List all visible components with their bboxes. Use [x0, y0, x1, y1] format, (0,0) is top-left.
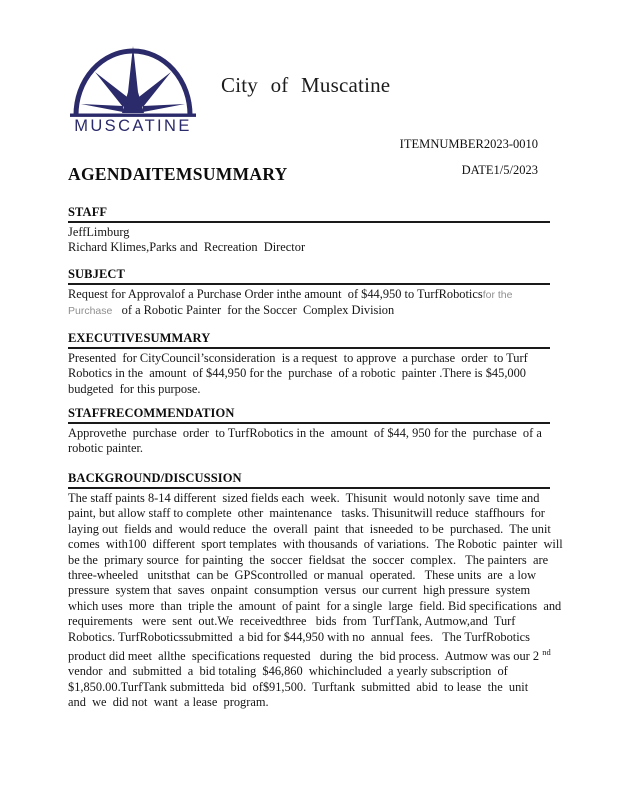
section-subject — [68, 267, 550, 320]
text-line: and we did not want a lease program. — [68, 695, 269, 710]
section-staff-recommendation — [68, 406, 550, 457]
section-executive-summary — [68, 331, 550, 397]
section-heading: SUBJECT — [68, 267, 550, 285]
logo-ray-upper-left-icon — [95, 72, 131, 107]
section-body — [68, 491, 563, 711]
text-line: paint, but allow staff to complete other maintenance tasks. Thisunitwill reduce staffhours for — [68, 506, 545, 521]
section-heading: BACKGROUND/DISCUSSION — [68, 471, 550, 489]
text-line: comes with100 different sport templates with thousands of variations. The Robotic painter will — [68, 537, 563, 552]
text-line: product did meet allthe specifications requested during the bid process. Autmow was our 2 $^{nd}$ — [68, 647, 551, 664]
text-line: Request for Approvalof a Purchase Order inthe amount of $44,950 to TurfRoboticsfor the — [68, 287, 513, 301]
text-line: be the primary source for painting the soccer fieldsat the soccer complex. The painters are — [68, 552, 549, 567]
section-body — [68, 426, 550, 457]
section-body — [68, 287, 550, 320]
logo-ray-upper-right-icon — [135, 72, 171, 107]
date-label: DATE — [461, 163, 494, 177]
muscatine-logo — [68, 44, 198, 134]
section-body — [68, 351, 550, 397]
date-value: 1/5/2023 — [493, 163, 538, 177]
section-body — [68, 225, 550, 256]
item-number-label: ITEM NUMBER — [399, 137, 484, 151]
text-line: $1,850.00.TurfTank submitteda bid of$91,500. Turftank submitted abid to lease the unit — [68, 679, 529, 694]
section-heading: STAFF — [68, 205, 550, 223]
logo-ray-right-icon — [143, 104, 185, 112]
text-line: Robotics. TurfRoboticssubmitted a bid for $44,950 with no annual fees. The TurfRobotics — [68, 629, 530, 644]
text-line: budgeted for this purpose. — [68, 381, 201, 396]
text-line: Richard Klimes,Parks and Recreation Director — [68, 240, 306, 255]
logo-ray-left-icon — [81, 104, 123, 112]
text-line: requirements were sent out.We receivedthree bids from TurfTank, Autmow,and Turf — [68, 614, 516, 629]
text-line: Approvethe purchase order to TurfRobotics in the amount of $44, 950 for the purchase of a — [68, 426, 542, 440]
text-line: laying out fields and would reduce the overall paint that isneeded to be purchased. The unit — [68, 521, 551, 536]
section-heading: EXECUTIVE SUMMARY — [68, 331, 550, 349]
logo-wordmark: MUSCATINE — [74, 117, 192, 134]
item-number-value: 2023-0010 — [483, 137, 538, 151]
section-background-discussion — [68, 471, 563, 711]
document-title: City of Muscatine — [221, 73, 391, 97]
text-line: JeffLimburg — [68, 225, 130, 239]
date — [462, 163, 538, 178]
text-line: Robotics in the amount of $44,950 for the purchase of a robotic painter .There is $45,000 — [68, 366, 526, 381]
text-line: The staff paints 8-14 different sized fields each week. Thisunit would notonly save time and — [68, 491, 540, 505]
text-line: pressure system that saves onpaint consumption versus our current high pressure system — [68, 583, 531, 598]
text-line: three-wheeled unitsthat can be GPScontrolled or manual operated. These units are a low — [68, 568, 537, 583]
text-line: robotic painter. — [68, 441, 144, 456]
section-staff — [68, 205, 550, 256]
item-number — [400, 137, 538, 152]
text-line: which uses more than triple the amount of paint for a single large field. Bid specifications and — [68, 598, 562, 613]
text-line: Purchase of a Robotic Painter for the Soccer Complex Division — [68, 303, 395, 318]
text-line: vendor and submitted a bid totaling $46,860 whichincluded a yearly subscription of — [68, 664, 508, 679]
text-line: Presented for CityCouncil’sconsideration is a request to approve a purchase order to Turf — [68, 351, 528, 365]
agenda-item-summary-title: AGENDA ITEM SUMMARY — [68, 164, 288, 184]
section-heading: STAFF RECOMMENDATION — [68, 406, 550, 424]
